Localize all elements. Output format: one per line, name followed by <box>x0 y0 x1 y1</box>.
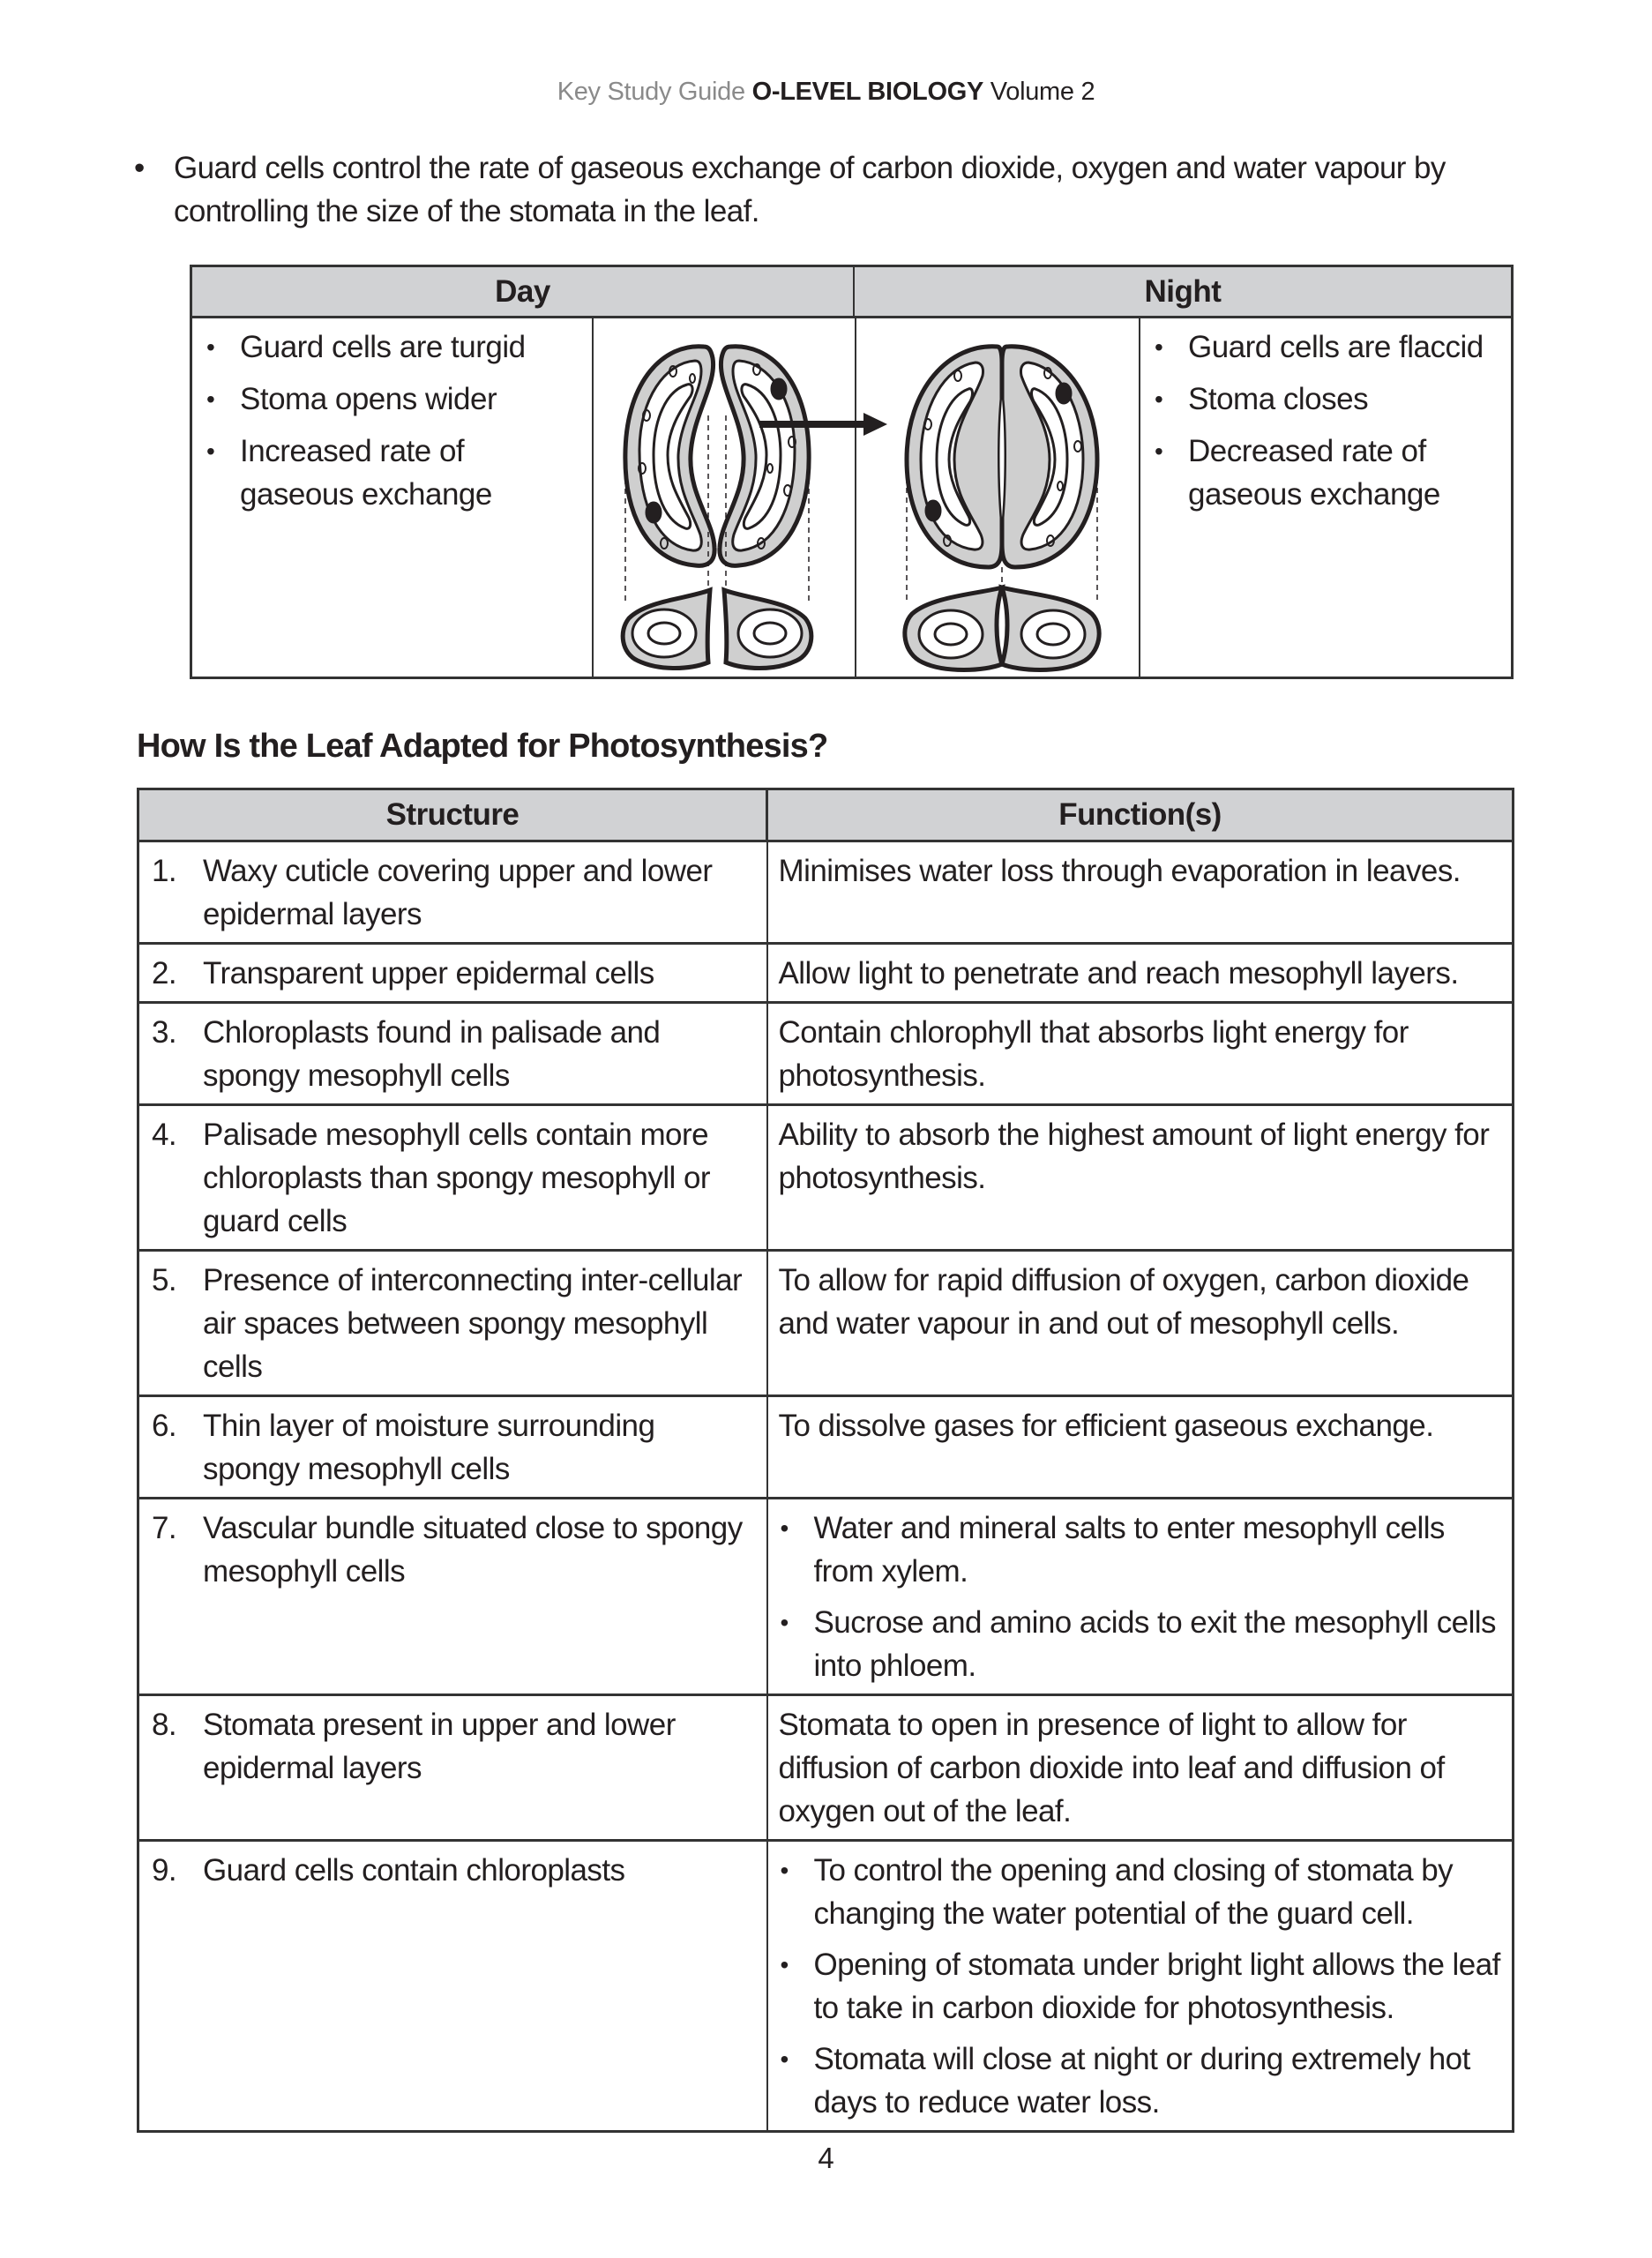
table-row <box>138 841 1514 944</box>
running-header <box>0 78 1652 107</box>
structure-cell <box>138 1003 767 1105</box>
structure-cell <box>138 944 767 1003</box>
function-cell: To allow for rapid diffusion of oxygen, carbon dioxide and water vapour in and out of mesophyll cells. <box>767 1251 1514 1396</box>
right-arrow-icon <box>759 411 892 437</box>
function-bullet: • To control the opening and closing of stomata by changing the water potential of the guard cell. <box>779 1849 1504 1935</box>
day-night-table <box>190 265 1514 679</box>
row-number: 3. <box>152 1015 177 1050</box>
leaf-adaptation-table <box>137 788 1514 2133</box>
table-row <box>138 1695 1514 1841</box>
structure-column-header: Structure <box>138 789 767 841</box>
volume-label: Volume 2 <box>990 78 1095 106</box>
row-number: 5. <box>152 1263 177 1297</box>
structure-cell <box>138 1841 767 2132</box>
function-bullet: • Stomata will close at night or during extremely hot days to reduce water loss. <box>779 2037 1504 2124</box>
table-row <box>138 1396 1514 1499</box>
structure-text: Vascular bundle situated close to spongy mesophyll cells <box>203 1511 743 1589</box>
table-row <box>138 1105 1514 1251</box>
structure-text: Stomata present in upper and lower epidermal layers <box>203 1708 676 1785</box>
table-row <box>138 1251 1514 1396</box>
day-points-list <box>205 325 585 525</box>
night-point: • Guard cells are flaccid <box>1153 325 1504 369</box>
intro-bullet-point <box>134 146 1510 233</box>
night-points-cell <box>1140 318 1511 677</box>
row-number: 8. <box>152 1708 177 1742</box>
closed-stoma-diagram <box>896 336 1108 680</box>
structure-cell <box>138 1499 767 1695</box>
table-row <box>138 1841 1514 2132</box>
function-cell: Stomata to open in presence of light to allow for diffusion of carbon dioxide into leaf and diffusion of oxygen out of the leaf. <box>767 1695 1514 1841</box>
structure-cell <box>138 1396 767 1499</box>
function-bullet-list <box>779 1849 1504 2124</box>
row-number: 4. <box>152 1118 177 1152</box>
row-number: 6. <box>152 1409 177 1443</box>
bullet-icon: • <box>134 151 145 185</box>
table-row <box>138 944 1514 1003</box>
day-point: • Guard cells are turgid <box>205 325 585 369</box>
night-point: • Decreased rate of gaseous exchange <box>1153 430 1504 516</box>
function-cell: Allow light to penetrate and reach mesophyll layers. <box>767 944 1514 1003</box>
day-header: Day <box>192 267 855 318</box>
function-column-header: Function(s) <box>767 789 1514 841</box>
structure-text: Chloroplasts found in palisade and spongy mesophyll cells <box>203 1015 661 1093</box>
day-points-cell <box>192 318 594 677</box>
row-number: 1. <box>152 854 177 888</box>
structure-text: Thin layer of moisture surrounding spongy mesophyll cells <box>203 1409 655 1486</box>
function-cell <box>767 1841 1514 2132</box>
structure-text: Transparent upper epidermal cells <box>203 956 654 991</box>
structure-text: Waxy cuticle covering upper and lower epidermal layers <box>203 854 713 931</box>
structure-cell <box>138 841 767 944</box>
intro-text: Guard cells control the rate of gaseous exchange of carbon dioxide, oxygen and water vapour by controlling the size of the stomata in the leaf. <box>174 151 1446 228</box>
day-point: • Increased rate of gaseous exchange <box>205 430 585 516</box>
day-point: • Stoma opens wider <box>205 378 585 421</box>
table-row <box>138 1499 1514 1695</box>
function-cell: Ability to absorb the highest amount of light energy for photosynthesis. <box>767 1105 1514 1251</box>
function-bullet-list <box>779 1507 1504 1687</box>
table-row <box>138 1003 1514 1105</box>
function-bullet: • Water and mineral salts to enter mesophyll cells from xylem. <box>779 1507 1504 1593</box>
function-cell: To dissolve gases for efficient gaseous exchange. <box>767 1396 1514 1499</box>
structure-text: Guard cells contain chloroplasts <box>203 1853 625 1888</box>
night-diagram-cell <box>856 318 1140 677</box>
table-header-row <box>138 789 1514 841</box>
row-number: 2. <box>152 956 177 991</box>
function-bullet: • Opening of stomata under bright light allows the leaf to take in carbon dioxide for photosynthesis. <box>779 1943 1504 2030</box>
row-number: 7. <box>152 1511 177 1545</box>
function-cell: Contain chlorophyll that absorbs light energy for photosynthesis. <box>767 1003 1514 1105</box>
night-points-list <box>1153 325 1504 525</box>
structure-cell <box>138 1695 767 1841</box>
day-diagram-cell <box>594 318 856 677</box>
night-header: Night <box>855 267 1511 318</box>
open-stoma-diagram <box>611 336 823 680</box>
section-title: How Is the Leaf Adapted for Photosynthesis? <box>137 728 828 765</box>
row-number: 9. <box>152 1853 177 1888</box>
structure-text: Palisade mesophyll cells contain more chloroplasts than spongy mesophyll or guard cells <box>203 1118 710 1238</box>
page-number: 4 <box>818 2142 834 2174</box>
function-cell <box>767 1499 1514 1695</box>
structure-cell <box>138 1105 767 1251</box>
function-cell: Minimises water loss through evaporation in leaves. <box>767 841 1514 944</box>
function-bullet: • Sucrose and amino acids to exit the mesophyll cells into phloem. <box>779 1601 1504 1687</box>
book-title: O-LEVEL BIOLOGY <box>751 78 984 106</box>
structure-cell <box>138 1251 767 1396</box>
structure-text: Presence of interconnecting inter-cellular air spaces between spongy mesophyll cells <box>203 1263 743 1384</box>
night-point: • Stoma closes <box>1153 378 1504 421</box>
series-name: Key Study Guide <box>557 78 745 106</box>
